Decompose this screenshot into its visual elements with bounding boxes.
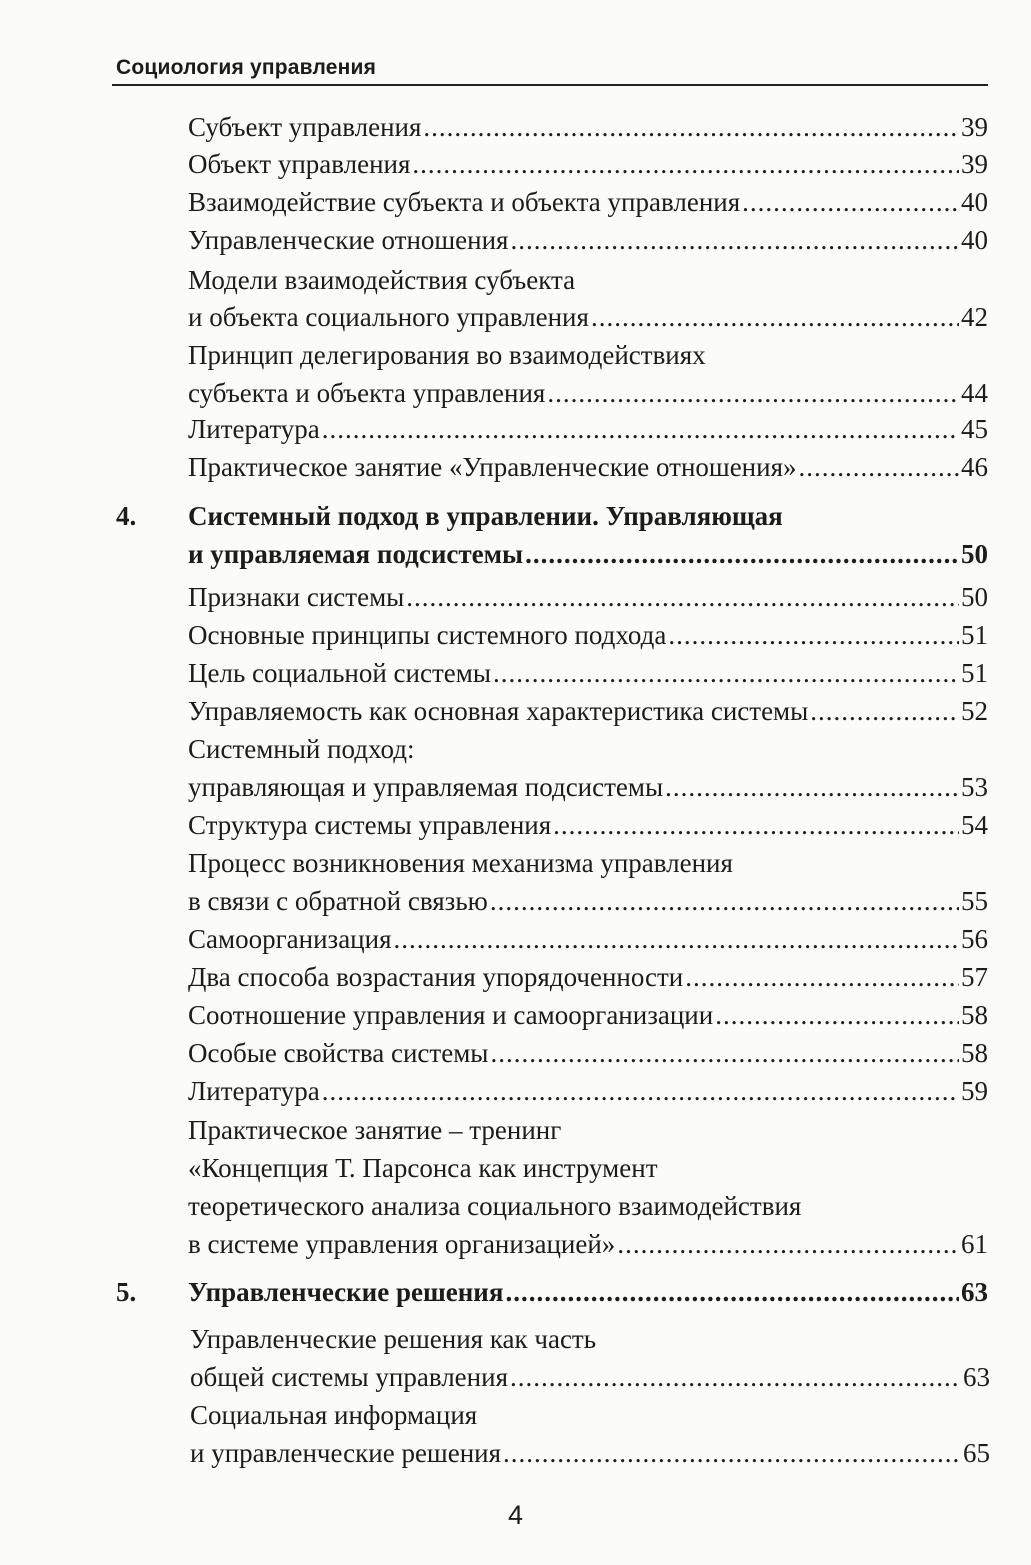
toc-entry <box>188 535 988 573</box>
entry-title: Соотношение управления и самоорганизации <box>188 1000 714 1030</box>
entry-title: «Концепция Т. Парсонса как инструмент <box>188 1153 658 1183</box>
entry-title: Литература <box>188 1076 320 1106</box>
entry-title: Управленческие отношения <box>188 225 509 255</box>
entry-title: Субъект управления <box>188 112 422 142</box>
entry-title: Социальная информация <box>190 1400 478 1430</box>
dot-leader <box>668 616 959 654</box>
toc-entry <box>188 958 988 996</box>
entry-title: и управляемая подсистемы <box>188 539 524 569</box>
entry-page-number: 40 <box>961 187 988 217</box>
entry-title: Системный подход: <box>188 734 415 764</box>
entry-page-number: 45 <box>961 414 988 444</box>
dot-leader <box>591 298 959 336</box>
dot-leader <box>799 448 959 486</box>
entry-title: теоретического анализа социального взаимодействия <box>188 1191 802 1221</box>
entry-page-number: 57 <box>961 962 988 992</box>
entry-page-number: 50 <box>961 539 988 569</box>
chapter-number: 5. <box>116 1277 137 1307</box>
dot-leader <box>490 1034 959 1072</box>
entry-page-number: 51 <box>961 620 988 650</box>
entry-title: и управленческие решения <box>190 1438 502 1468</box>
toc-entry <box>190 1320 990 1358</box>
entry-page-number: 50 <box>961 582 988 612</box>
dot-leader <box>490 882 959 920</box>
toc-entry <box>190 1434 990 1472</box>
entry-page-number: 55 <box>961 886 988 916</box>
dot-leader <box>394 920 959 958</box>
entry-title: субъекта и объекта управления <box>188 378 546 408</box>
toc-entry <box>188 692 988 730</box>
entry-title: Два способа возрастания упорядоченности <box>188 962 684 992</box>
toc-entry <box>188 1111 988 1149</box>
dot-leader <box>505 1273 959 1311</box>
dot-leader <box>742 183 959 221</box>
entry-title: общей системы управления <box>190 1362 508 1392</box>
dot-leader <box>412 145 959 183</box>
toc-entry <box>188 996 988 1034</box>
entry-title: Признаки системы <box>188 582 405 612</box>
toc-entry <box>188 1187 988 1225</box>
entry-page-number: 53 <box>961 772 988 802</box>
toc-entry <box>188 1072 988 1110</box>
toc-entry <box>188 374 988 412</box>
entry-title: Объект управления <box>188 149 411 179</box>
toc-chapter-entry <box>116 497 988 535</box>
entry-page-number: 52 <box>961 696 988 726</box>
entry-page-number: 63 <box>961 1277 988 1307</box>
dot-leader <box>423 108 959 146</box>
entry-page-number: 56 <box>961 924 988 954</box>
entry-page-number: 65 <box>963 1438 990 1468</box>
toc-entry <box>188 654 988 692</box>
entry-page-number: 58 <box>961 1038 988 1068</box>
entry-title: Структура системы управления <box>188 810 552 840</box>
toc-entry <box>188 1149 988 1187</box>
entry-title: Основные принципы системного подхода <box>188 620 667 650</box>
entry-title: Модели взаимодействия субъекта <box>188 265 576 295</box>
entry-page-number: 61 <box>961 1229 988 1259</box>
entry-title: Практическое занятие – тренинг <box>188 1115 562 1145</box>
entry-page-number: 39 <box>961 112 988 142</box>
entry-page-number: 59 <box>961 1076 988 1106</box>
toc-entry <box>188 410 988 448</box>
dot-leader <box>547 374 959 412</box>
entry-title: Взаимодействие субъекта и объекта управления <box>188 187 741 217</box>
entry-title: в системе управления организацией» <box>188 1229 616 1259</box>
entry-title: Принцип делегирования во взаимодействиях <box>188 340 706 370</box>
toc-entry <box>188 768 988 806</box>
toc-entry <box>188 448 988 486</box>
toc-entry <box>190 1358 990 1396</box>
toc-entry <box>188 183 988 221</box>
dot-leader <box>553 806 959 844</box>
entry-page-number: 42 <box>961 302 988 332</box>
toc-entry <box>188 730 988 768</box>
entry-title: Управляемость как основная характеристика системы <box>188 696 809 726</box>
entry-page-number: 39 <box>961 149 988 179</box>
running-head: Социология управления <box>116 56 377 79</box>
dot-leader <box>510 1358 961 1396</box>
entry-title: в связи с обратной связью <box>188 886 488 916</box>
toc-entry <box>188 1225 988 1263</box>
entry-title: Управленческие решения как часть <box>190 1324 597 1354</box>
dot-leader <box>322 1072 959 1110</box>
entry-page-number: 46 <box>961 452 988 482</box>
toc-entry <box>188 578 988 616</box>
dot-leader <box>525 535 959 573</box>
dot-leader <box>322 410 959 448</box>
dot-leader <box>715 996 959 1034</box>
toc-entry <box>188 1034 988 1072</box>
toc-entry <box>188 336 988 374</box>
dot-leader <box>665 768 959 806</box>
chapter-number: 4. <box>116 501 137 531</box>
toc-entry <box>188 108 988 146</box>
entry-title: Системный подход в управлении. Управляющая <box>188 501 783 531</box>
dot-leader <box>493 654 959 692</box>
entry-title: Цель социальной системы <box>188 658 491 688</box>
toc-chapter-entry <box>116 1273 988 1311</box>
dot-leader <box>617 1225 959 1263</box>
entry-title: управляющая и управляемая подсистемы <box>188 772 664 802</box>
toc-entry <box>188 844 988 882</box>
dot-leader <box>406 578 959 616</box>
entry-title: и объекта социального управления <box>188 302 589 332</box>
entry-page-number: 51 <box>961 658 988 688</box>
dot-leader <box>503 1434 961 1472</box>
entry-page-number: 44 <box>961 378 988 408</box>
toc-entry <box>188 882 988 920</box>
toc-entry <box>190 1396 990 1434</box>
dot-leader <box>685 958 959 996</box>
page-number: 4 <box>507 1500 524 1530</box>
entry-title: Управленческие решения <box>188 1277 504 1307</box>
entry-title: Процесс возникновения механизма управления <box>188 848 733 878</box>
toc-entry <box>188 616 988 654</box>
entry-title: Самоорганизация <box>188 924 392 954</box>
dot-leader <box>510 221 959 259</box>
toc-entry <box>188 261 988 299</box>
toc-entry <box>188 806 988 844</box>
toc-entry <box>188 920 988 958</box>
entry-title: Особые свойства системы <box>188 1038 489 1068</box>
toc-entry <box>188 145 988 183</box>
toc-entry <box>188 298 988 336</box>
entry-page-number: 40 <box>961 225 988 255</box>
entry-title: Практическое занятие «Управленческие отношения» <box>188 452 797 482</box>
dot-leader <box>810 692 959 730</box>
entry-page-number: 54 <box>961 810 988 840</box>
toc-entry <box>188 221 988 259</box>
entry-page-number: 63 <box>963 1362 990 1392</box>
entry-page-number: 58 <box>961 1000 988 1030</box>
entry-title: Литература <box>188 414 320 444</box>
